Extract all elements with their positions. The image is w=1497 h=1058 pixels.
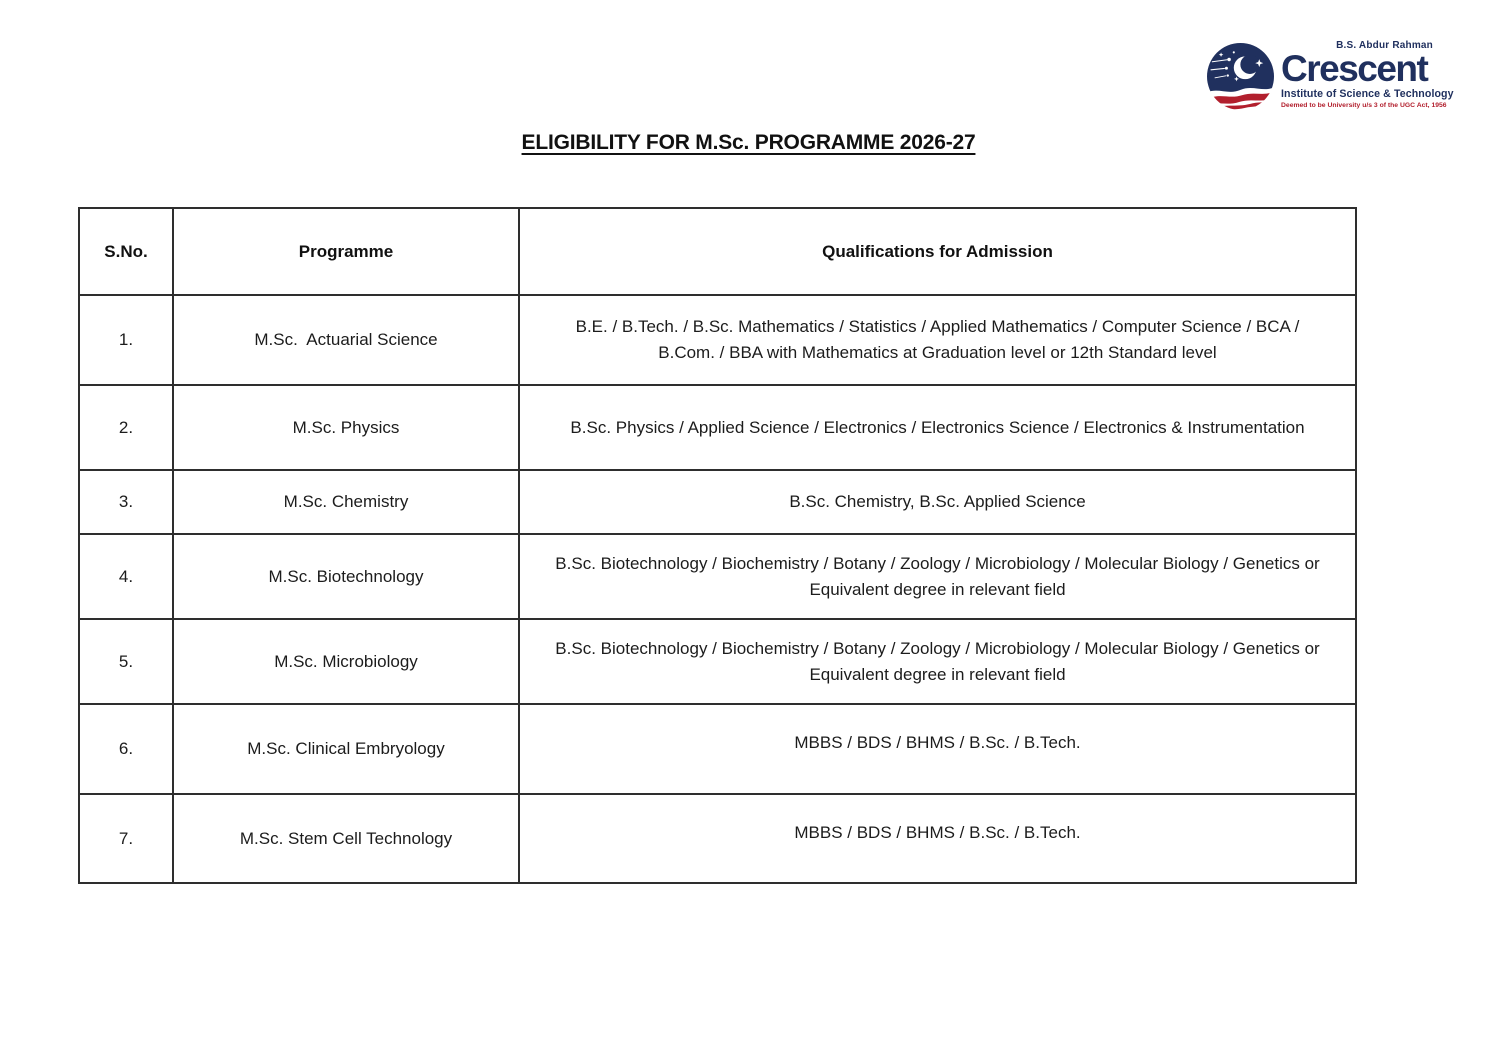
table-row <box>79 534 1356 619</box>
header-qualifications: Qualifications for Admission <box>519 208 1356 295</box>
qualifications-cell: MBBS / BDS / BHMS / B.Sc. / B.Tech. <box>519 794 1356 883</box>
header-programme: Programme <box>173 208 519 295</box>
header-sno: S.No. <box>79 208 173 295</box>
sno-cell: 3. <box>79 470 173 534</box>
qualifications-cell: B.E. / B.Tech. / B.Sc. Mathematics / Statistics / Applied Mathematics / Computer Science / BCA / B.Com. / BBA with Mathematics at Graduation level or 12th Standard level <box>519 295 1356 385</box>
logo-institution-name: Crescent <box>1281 48 1428 89</box>
programme-cell: M.Sc. Chemistry <box>173 470 519 534</box>
programme-cell: M.Sc. Stem Cell Technology <box>173 794 519 883</box>
programme-cell: M.Sc. Physics <box>173 385 519 470</box>
programme-cell: M.Sc. Microbiology <box>173 619 519 704</box>
institution-logo <box>1207 40 1454 110</box>
page-title: ELIGIBILITY FOR M.Sc. PROGRAMME 2026-27 <box>521 131 976 154</box>
qualifications-cell: MBBS / BDS / BHMS / B.Sc. / B.Tech. <box>519 704 1356 794</box>
logo-pre-title: B.S. Abdur Rahman <box>1336 40 1433 51</box>
table-row <box>79 704 1356 794</box>
table-row <box>79 619 1356 704</box>
logo-subtitle: Institute of Science & Technology <box>1281 88 1454 101</box>
sno-cell: 5. <box>79 619 173 704</box>
sno-cell: 1. <box>79 295 173 385</box>
qualifications-cell: B.Sc. Biotechnology / Biochemistry / Botany / Zoology / Microbiology / Molecular Biology / Genetics or Equivalent degree in relevant field <box>519 534 1356 619</box>
table-row <box>79 794 1356 883</box>
sno-cell: 7. <box>79 794 173 883</box>
table-row <box>79 470 1356 534</box>
qualifications-cell: B.Sc. Biotechnology / Biochemistry / Botany / Zoology / Microbiology / Molecular Biology / Genetics or Equivalent degree in relevant field <box>519 619 1356 704</box>
sno-cell: 2. <box>79 385 173 470</box>
eligibility-table <box>78 207 1357 884</box>
table-header-row <box>79 208 1356 295</box>
programme-cell: M.Sc. Actuarial Science <box>173 295 519 385</box>
logo-text-block <box>1281 40 1454 110</box>
sno-cell: 4. <box>79 534 173 619</box>
logo-tagline: Deemed to be University u/s 3 of the UGC Act, 1956 <box>1281 102 1447 110</box>
crescent-moon-icon <box>1207 43 1274 110</box>
qualifications-cell: B.Sc. Physics / Applied Science / Electronics / Electronics Science / Electronics & Instrumentation <box>519 385 1356 470</box>
sno-cell: 6. <box>79 704 173 794</box>
programme-cell: M.Sc. Biotechnology <box>173 534 519 619</box>
table-row <box>79 295 1356 385</box>
qualifications-cell: B.Sc. Chemistry, B.Sc. Applied Science <box>519 470 1356 534</box>
programme-cell: M.Sc. Clinical Embryology <box>173 704 519 794</box>
table-row <box>79 385 1356 470</box>
